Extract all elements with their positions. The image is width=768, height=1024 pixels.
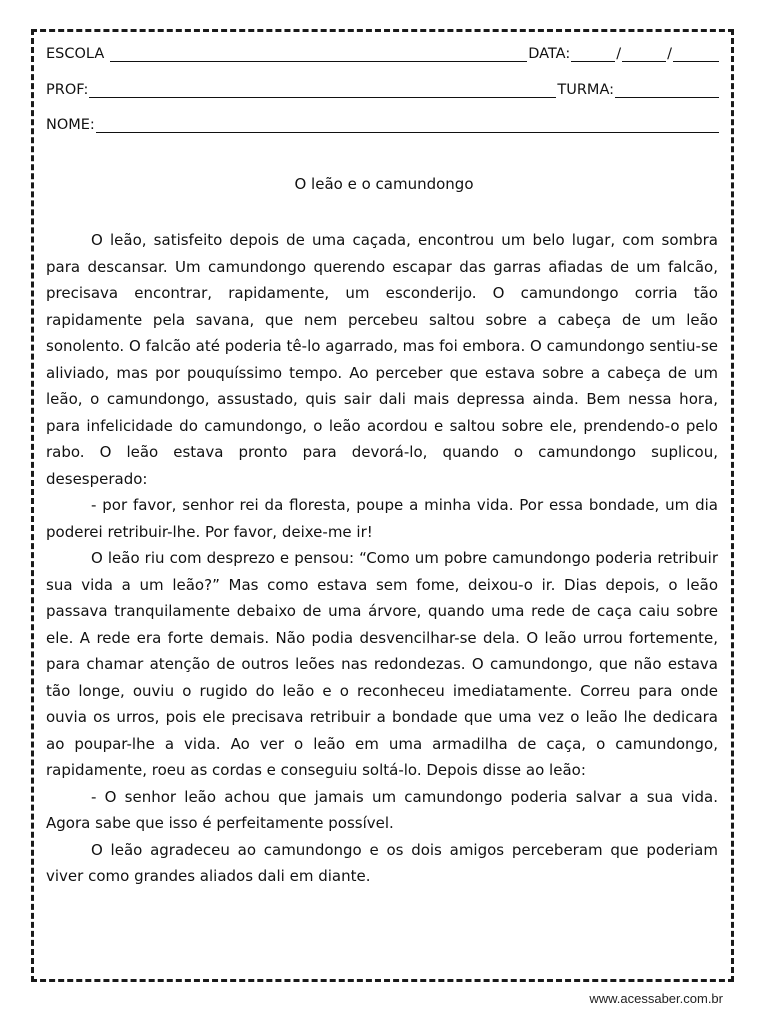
paragraph: O leão agradeceu ao camundongo e os dois amigos perceberam que poderiam viver como grandes aliados dali em diante. [46, 840, 718, 885]
prof-label: PROF: [46, 82, 89, 98]
header-row-escola-data [46, 42, 720, 62]
story-text [46, 227, 718, 890]
paragraph: O leão, satisfeito depois de uma caçada, encontrou um belo lugar, com sombra para descansar. Um camundongo querendo escapar das garras afiadas de um falcão, precisava encontrar, rapidamente, um esconderijo. O camundongo corria tão rapidamente pela savana, que nem percebeu saltou sobre a cabeça de um leão sonolento. O falcão até poderia tê-lo agarrado, mas foi embora. O camundongo sentiu-se aliviado, mas por pouquíssimo tempo. Ao perceber que estava sobre a cabeça de um leão, o camundongo, assustado, quis sair dali mais depressa ainda. Bem nessa hora, para infelicidade do camundongo, o leão acordou e saltou sobre ele, prendendo-o pelo rabo. O leão estava pronto para devorá-lo, quando o camundongo suplicou, desesperado: [46, 231, 718, 488]
paragraph: - O senhor leão achou que jamais um camundongo poderia salvar a sua vida. Agora sabe que isso é perfeitamente possível. [46, 787, 718, 832]
paragraph: O leão riu com desprezo e pensou: “Como um pobre camundongo poderia retribuir sua vida a um leão?” Mas como estava sem fome, deixou-o ir. Dias depois, o leão passava tranquilamente debaixo de uma árvore, quando uma rede de caça caiu sobre ele. A rede era forte demais. Não podia desvencilhar-se dela. O leão urrou fortemente, para chamar atenção de outros leões nas redondezas. O camundongo, que não estava tão longe, ouviu o rugido do leão e o reconheceu imediatamente. Correu para onde ouvia os urros, pois ele precisava retribuir a bondade que uma vez o leão lhe dedicara ao poupar-lhe a vida. Ao ver o leão em uma armadilha de caça, o camundongo, rapidamente, roeu as cordas e conseguiu soltá-lo. Depois disse ao leão: [46, 549, 718, 779]
data-day-field[interactable] [571, 47, 615, 62]
nome-label: NOME: [46, 117, 95, 133]
data-year-field[interactable] [673, 47, 719, 62]
footer-website: www.acessaber.com.br [589, 991, 723, 1006]
nome-field[interactable] [96, 118, 719, 133]
data-label: DATA: [528, 46, 571, 62]
date-separator: / [616, 46, 622, 62]
header-row-nome [46, 113, 720, 133]
header-row-prof-turma [46, 78, 720, 98]
turma-label: TURMA: [557, 82, 614, 98]
prof-field[interactable] [89, 83, 556, 98]
date-separator: / [667, 46, 672, 62]
turma-field[interactable] [615, 83, 719, 98]
story-title: O leão e o camundongo [294, 175, 474, 193]
data-month-field[interactable] [622, 47, 666, 62]
escola-label: ESCOLA [46, 46, 105, 62]
paragraph: - por favor, senhor rei da floresta, poupe a minha vida. Por essa bondade, um dia poderei retribuir-lhe. Por favor, deixe-me ir! [46, 496, 718, 541]
escola-field[interactable] [110, 47, 527, 62]
